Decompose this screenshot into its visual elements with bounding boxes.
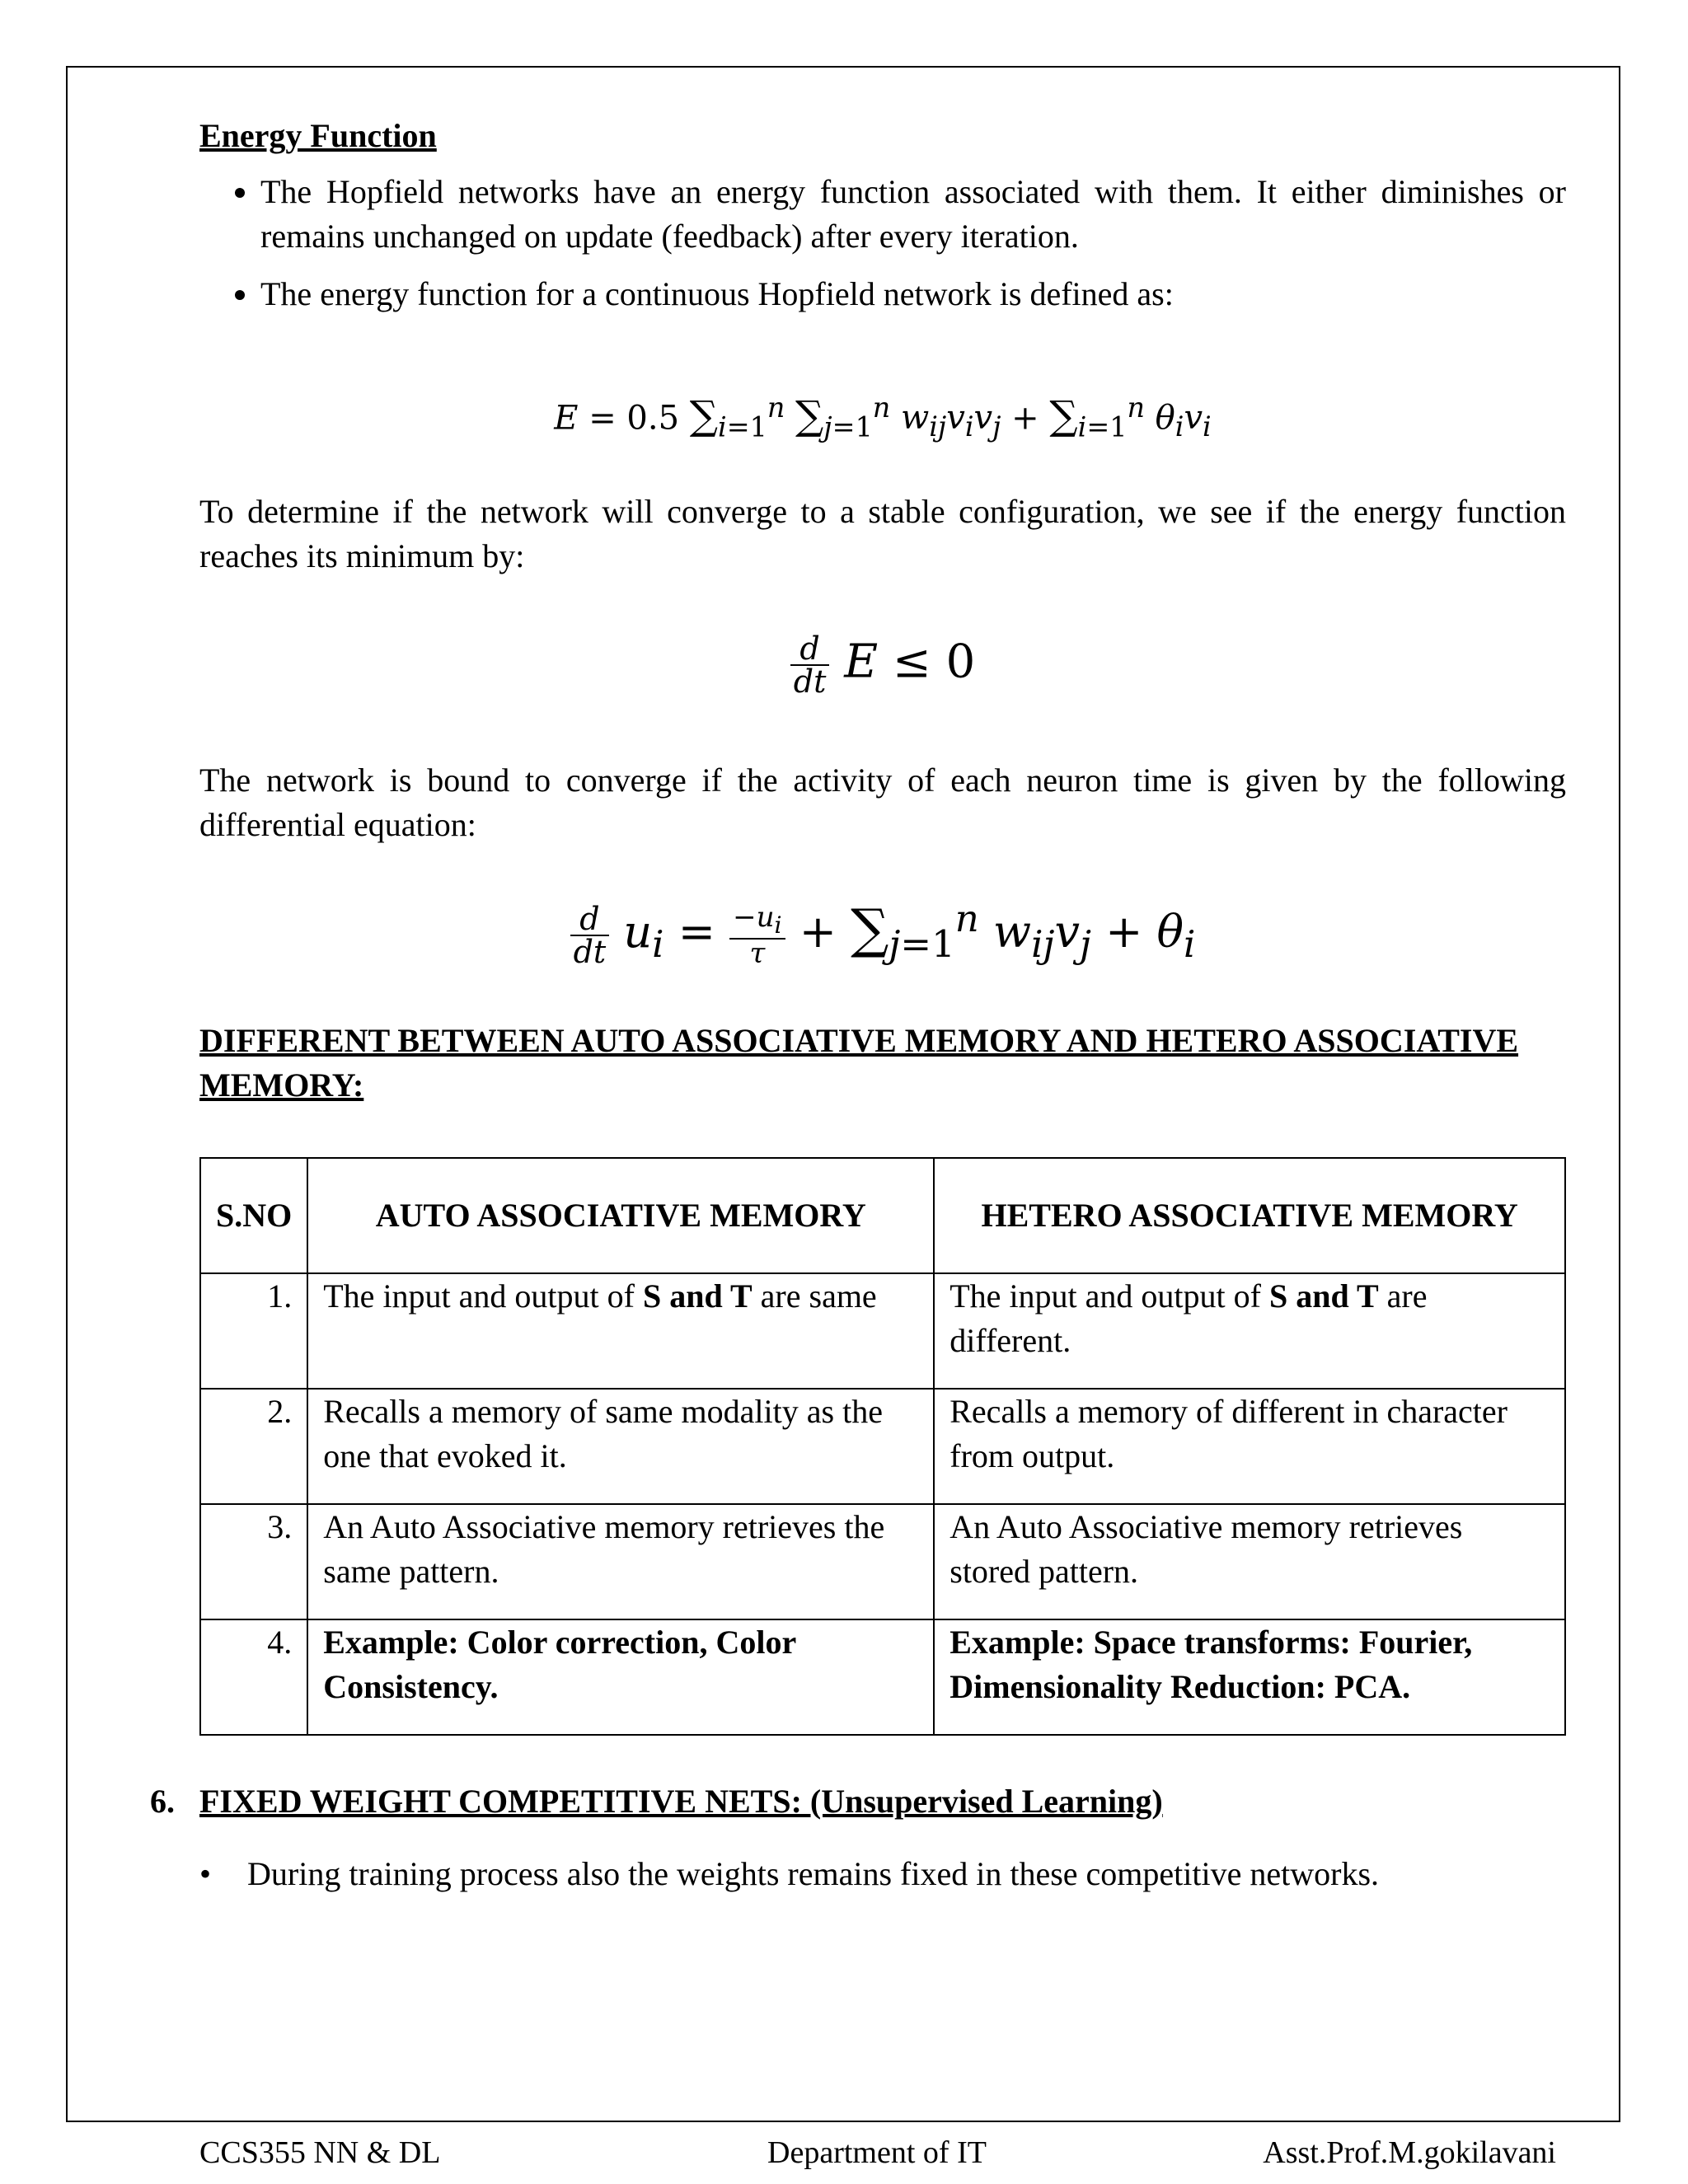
energy-function-heading: Energy Function — [199, 117, 437, 154]
row-number: 2. — [200, 1389, 307, 1504]
bullet-icon: • — [199, 1855, 212, 1892]
auto-cell: Example: Color correction, Color Consistency. — [307, 1619, 934, 1735]
footer-course-code: CCS355 NN & DL — [199, 2135, 441, 2170]
section-6-bullet-text: During training process also the weights remains fixed in these competitive networks. — [247, 1855, 1380, 1892]
section-number: 6. — [150, 1783, 175, 1820]
energy-bullet-list — [199, 170, 1566, 316]
comparison-table — [199, 1157, 1566, 1736]
footer-department: Department of IT — [767, 2135, 987, 2170]
energy-equation: E = 0.5 $\sum_{i=1}^n$ $\sum_{j=1}^n$ $w_{ij}v_iv_j + \sum_{i=1}^n$ $\theta_iv_i$ — [554, 391, 1212, 443]
hetero-cell: An Auto Associative memory retrieves stored pattern. — [934, 1504, 1565, 1619]
hetero-cell: Example: Space transforms: Fourier, Dimensionality Reduction: PCA. — [934, 1619, 1565, 1735]
section-6-bullet — [199, 1854, 1380, 1893]
energy-bullet-1: • The Hopfield networks have an energy function associated with them. It either diminishes or remains unchanged on update (feedback) after every iteration. — [260, 170, 1566, 259]
section-6-heading — [150, 1782, 1163, 1821]
converge-paragraph: To determine if the network will converge to a stable configuration, we see if the energy function reaches its minimum by: — [199, 493, 1566, 574]
energy-bullet-2: • The energy function for a continuous Hopfield network is defined as: — [260, 272, 1566, 316]
table-row — [200, 1273, 1565, 1389]
differential-equation: $\frac{d}{dt}$ $u_i$ = $\frac{-u_i}{\tau}$ + $\sum_{j=1}^n$ $w_{ij}v_j + \theta_i$ — [199, 897, 1566, 968]
hetero-cell: The input and output of S and T are different. — [934, 1273, 1565, 1389]
col-auto-header: AUTO ASSOCIATIVE MEMORY — [307, 1158, 934, 1273]
row-number: 4. — [200, 1619, 307, 1735]
comparison-heading: DIFFERENT BETWEEN AUTO ASSOCIATIVE MEMORY AND HETERO ASSOCIATIVE MEMORY: — [199, 1022, 1519, 1104]
row-number: 1. — [200, 1273, 307, 1389]
auto-cell: The input and output of S and T are same — [307, 1273, 934, 1389]
auto-cell: Recalls a memory of same modality as the one that evoked it. — [307, 1389, 934, 1504]
row-number: 3. — [200, 1504, 307, 1619]
section-title: FIXED WEIGHT COMPETITIVE NETS: (Unsupervised Learning) — [199, 1783, 1163, 1820]
table-header-row — [200, 1158, 1565, 1273]
energy-derivative-equation: $\frac{d}{dt}$ E ≤ 0 — [199, 633, 1566, 697]
table-row — [200, 1619, 1565, 1735]
footer-author: Asst.Prof.M.gokilavani — [1263, 2135, 1556, 2170]
col-hetero-header: HETERO ASSOCIATIVE MEMORY — [934, 1158, 1565, 1273]
page-content — [199, 114, 1566, 1705]
hetero-cell: Recalls a memory of different in character from output. — [934, 1389, 1565, 1504]
table-row — [200, 1389, 1565, 1504]
col-sno-header: S.NO — [200, 1158, 307, 1273]
bound-paragraph: The network is bound to converge if the activity of each neuron time is given by the following differential equation: — [199, 762, 1566, 843]
auto-cell: An Auto Associative memory retrieves the same pattern. — [307, 1504, 934, 1619]
table-row — [200, 1504, 1565, 1619]
